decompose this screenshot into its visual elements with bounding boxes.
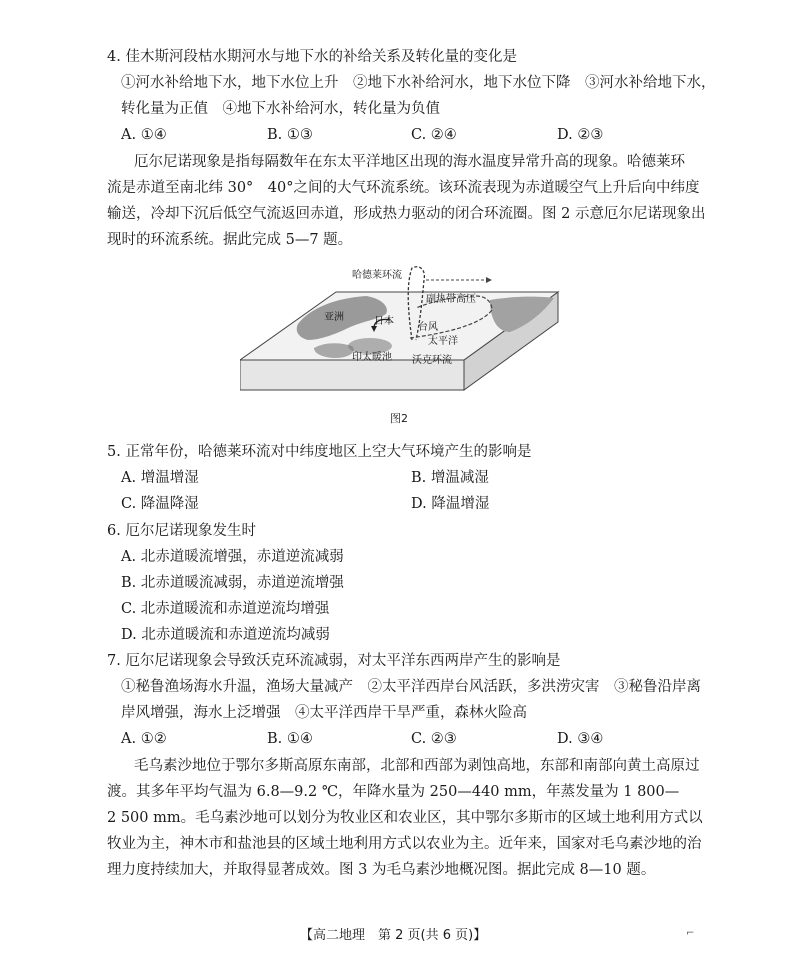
q4-option-a: A. ①④ [121, 127, 167, 143]
figure-2-caption: 图2 [390, 412, 408, 425]
q5-option-c: C. 降温降湿 [121, 496, 199, 512]
q4-option-c: C. ②④ [411, 127, 457, 143]
q4-option-d: D. ②③ [557, 127, 604, 143]
q4-statement-line2: 转化量为正值 ④地下水补给河水，转化量为负值 [121, 101, 440, 117]
circulation-diagram [240, 262, 580, 400]
q7-option-d: D. ③④ [557, 731, 604, 747]
label-subtropical-high: 副热带高压 [426, 294, 476, 305]
q6-option-c: C. 北赤道暖流和赤道逆流均增强 [121, 601, 330, 617]
q7-option-c: C. ②③ [411, 731, 457, 747]
q5-stem: 5. 正常年份，哈德莱环流对中纬度地区上空大气环境产生的影响是 [107, 444, 532, 460]
q6-option-a: A. 北赤道暖流增强，赤道逆流减弱 [121, 549, 344, 565]
q5-option-b: B. 增温减湿 [411, 470, 489, 486]
intro1-line3: 输送，冷却下沉后低空气流返回赤道，形成热力驱动的闭合环流圈。图 2 示意厄尔尼诺现象出 [107, 206, 706, 222]
q7-statement-line2: 岸风增强，海水上泛增强 ④太平洋西岸干旱严重，森林火险高 [121, 705, 527, 721]
intro2-line1: 毛乌素沙地位于鄂尔多斯高原东南部，北部和西部为剥蚀高地，东部和南部向黄土高原过 [134, 758, 700, 774]
label-hadley: 哈德莱环流 [352, 270, 402, 281]
q7-option-a: A. ①② [121, 731, 167, 747]
page-footer: 【高二地理 第 2 页(共 6 页)】 [300, 928, 487, 943]
intro2-line4: 牧业为主，神木市和盐池县的区域土地利用方式以农业为主。近年来，国家对毛乌素沙地的治 [107, 836, 702, 852]
q7-stem: 7. 厄尔尼诺现象会导致沃克环流减弱，对太平洋东西两岸产生的影响是 [107, 653, 561, 669]
figure-2 [240, 262, 580, 400]
q6-option-b: B. 北赤道暖流减弱，赤道逆流增强 [121, 575, 344, 591]
label-walker: 沃克环流 [412, 355, 452, 366]
label-warm-pool: 印太暖池 [352, 352, 392, 363]
intro2-line3: 2 500 mm。毛乌素沙地可以划分为牧业区和农业区，其中鄂尔多斯市的区域土地利用方式以 [107, 810, 703, 826]
q4-option-b: B. ①③ [267, 127, 313, 143]
q4-stem: 4. 佳木斯河段枯水期河水与地下水的补给关系及转化量的变化是 [107, 49, 517, 65]
intro1-line1: 厄尔尼诺现象是指每隔数年在东太平洋地区出现的海水温度异常升高的现象。哈德莱环 [134, 154, 685, 170]
label-typhoon: 台风 [418, 322, 438, 333]
q5-option-d: D. 降温增湿 [411, 496, 490, 512]
intro1-line2: 流是赤道至南北纬 30° 40°之间的大气环流系统。该环流表现为赤道暖空气上升后向中纬度 [107, 180, 700, 196]
q5-option-a: A. 增温增湿 [121, 470, 199, 486]
q6-stem: 6. 厄尔尼诺现象发生时 [107, 523, 256, 539]
q7-statement-line1: ①秘鲁渔场海水升温，渔场大量减产 ②太平洋西岸台风活跃，多洪涝灾害 ③秘鲁沿岸离 [121, 679, 701, 695]
q6-option-d: D. 北赤道暖流和赤道逆流均减弱 [121, 627, 330, 643]
intro1-line4: 现时的环流系统。据此完成 5—7 题。 [107, 232, 353, 248]
arrow-head [486, 277, 492, 283]
intro2-line2: 渡。其多年平均气温为 6.8—9.2 ℃，年降水量为 250—440 mm，年蒸发量为 1 800— [107, 784, 680, 800]
label-asia: 亚洲 [324, 312, 344, 323]
corner-mark: ⌐ [686, 928, 695, 939]
q4-statement-line1: ①河水补给地下水，地下水位上升 ②地下水补给河水，地下水位下降 ③河水补给地下水， [121, 75, 716, 91]
label-pacific: 太平洋 [428, 336, 458, 347]
intro2-line5: 理力度持续加大，并取得显著成效。图 3 为毛乌素沙地概况图。据此完成 8—10 题。 [107, 862, 656, 878]
label-japan: 日本 [374, 316, 394, 327]
q7-option-b: B. ①④ [267, 731, 313, 747]
